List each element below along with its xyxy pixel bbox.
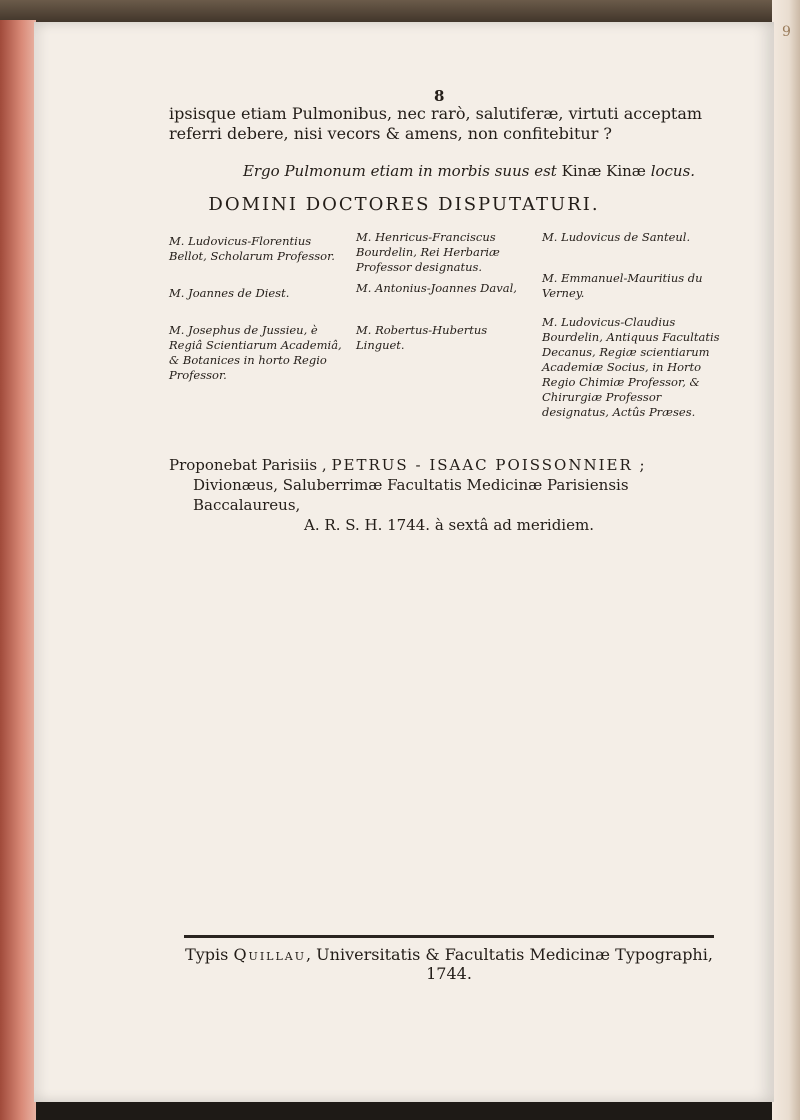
doctor-entry: M. Henricus-Franciscus Bourdelin, Rei Herbariæ Professor designatus. xyxy=(356,230,500,274)
printer-name: Quillau xyxy=(233,945,306,964)
conclusion-part2: Kinæ Kinæ xyxy=(561,162,646,180)
doctor-entry: M. Josephus de Jussieu, è Regiâ Scientiarum Academiâ, & Botanices in horto Regio Professor. xyxy=(169,323,342,382)
proposal-line-1 xyxy=(169,455,729,475)
doctors-column-1 xyxy=(169,234,347,405)
proposal-line-3: A. R. S. H. 1744. à sextâ ad meridiem. xyxy=(304,516,594,534)
doctor-entry: M. Ludovicus de Santeul. xyxy=(542,230,691,244)
conclusion-line xyxy=(169,162,769,180)
footer-prefix: Typis xyxy=(185,945,229,964)
next-page-mark: 9 xyxy=(782,24,791,40)
footer-suffix: , Universitatis & Facultatis Medicinæ Typographi, 1744. xyxy=(306,945,713,983)
page-number: 8 xyxy=(434,87,445,105)
proposal-prefix: Proponebat Parisiis , xyxy=(169,456,327,474)
body-paragraph: ipsisque etiam Pulmonibus, nec rarò, salutiferæ, virtuti acceptam referri debere, nisi vecors & amens, non confitebitur ? xyxy=(169,104,703,143)
proposer-name: PETRUS - ISAAC POISSONNIER ; xyxy=(331,456,647,474)
book-page xyxy=(34,22,774,1102)
doctors-column-2 xyxy=(356,230,534,375)
doctor-entry: M. Antonius-Joannes Daval, xyxy=(356,281,517,295)
conclusion-part3: locus. xyxy=(650,162,696,180)
doctor-entry: M. Emmanuel-Mauritius du Verney. xyxy=(542,271,703,300)
doctor-entry: M. Joannes de Diest. xyxy=(169,286,290,300)
section-heading: DOMINI DOCTORES DISPUTATURI. xyxy=(208,194,600,215)
next-page-edge xyxy=(772,0,800,1120)
doctor-entry: M. Robertus-Hubertus Linguet. xyxy=(356,323,488,352)
proposal-line-2: Divionæus, Saluberrimæ Facultatis Medicinæ Parisiensis Baccalaureus, xyxy=(193,476,629,514)
proposal-block xyxy=(169,455,729,535)
book-left-edge xyxy=(0,20,36,1120)
doctor-entry: M. Ludovicus-Florentius Bellot, Scholarum Professor. xyxy=(169,234,335,263)
doctors-column-3 xyxy=(542,230,724,442)
footer-rule xyxy=(184,935,714,938)
printer-footer xyxy=(169,945,729,983)
conclusion-part1: Ergo Pulmonum etiam in morbis suus est xyxy=(242,162,557,180)
doctor-entry: M. Ludovicus-Claudius Bourdelin, Antiquus Facultatis Decanus, Regiæ scientiarum Academiæ Socius, in Horto Regio Chimiæ Professor, & Chirurgiæ Professor designatus, Actûs Præses. xyxy=(542,315,720,419)
